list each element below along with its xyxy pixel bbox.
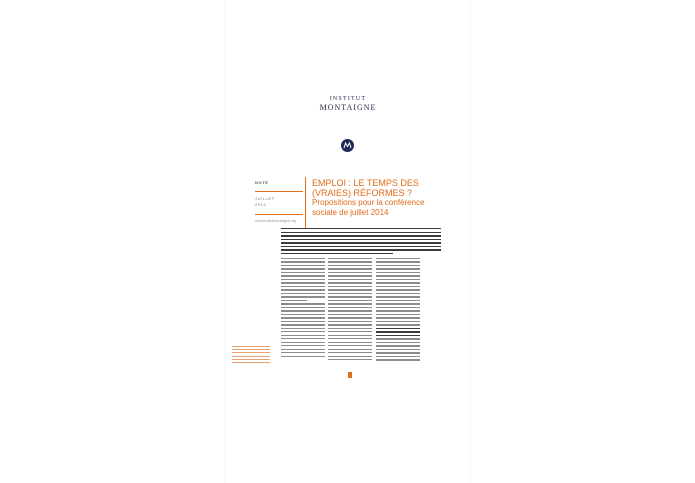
subtitle-line-2: sociale de juillet 2014 <box>312 208 389 217</box>
intro-paragraph <box>281 228 441 257</box>
date-year: 2014 <box>255 202 267 207</box>
subtitle-line-1: Propositions pour la conférence <box>312 198 425 207</box>
logo-line-1: INSTITUT <box>329 96 367 102</box>
logo-line-2: MONTAIGNE <box>319 103 377 112</box>
website-link[interactable]: www.institutmontaigne.org <box>255 219 296 223</box>
document-sidebar <box>255 180 303 223</box>
page-number-marker <box>348 372 352 378</box>
sidebar-divider-2 <box>255 214 303 215</box>
footnote-block <box>232 346 270 365</box>
title-line-1: EMPLOI : LE TEMPS DES <box>312 178 419 188</box>
text-column-2 <box>328 258 372 363</box>
title-line-2: (VRAIES) RÉFORMES ? <box>312 188 413 198</box>
institut-montaigne-logo <box>316 96 380 112</box>
montaigne-seal-icon <box>341 139 354 152</box>
note-label: NOTE <box>255 180 269 185</box>
text-column-1 <box>281 258 325 359</box>
document-title <box>312 178 442 218</box>
title-rule <box>305 177 306 229</box>
sidebar-divider <box>255 191 303 192</box>
date-month: JUILLET <box>255 196 275 201</box>
text-column-3 <box>376 258 420 363</box>
